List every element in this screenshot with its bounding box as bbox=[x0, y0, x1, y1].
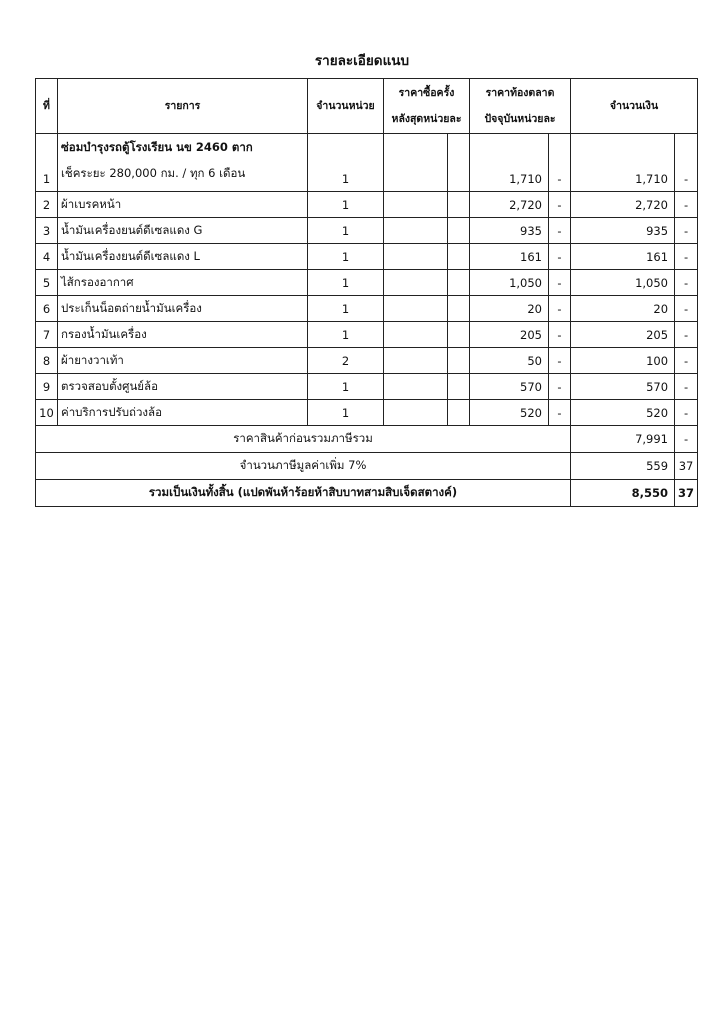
row-amount: 205 bbox=[571, 322, 675, 348]
total-row bbox=[36, 480, 698, 507]
row-amount-satang: - bbox=[675, 348, 698, 374]
row-amount-satang: - bbox=[675, 322, 698, 348]
row-unit-satang: - bbox=[549, 270, 571, 296]
row-last-price bbox=[384, 244, 448, 270]
row-item: ผ้ายางวาเท้า bbox=[58, 348, 308, 374]
row-item: ไส้กรองอากาศ bbox=[58, 270, 308, 296]
vat-satang: 37 bbox=[675, 453, 698, 480]
row-amount: 570 bbox=[571, 374, 675, 400]
subtotal-satang: - bbox=[675, 426, 698, 453]
subtotal-row bbox=[36, 426, 698, 453]
row-unit-price: 161 bbox=[470, 244, 549, 270]
header-market-price-line2: ปัจจุบันหน่วยละ bbox=[484, 113, 556, 125]
row-amount-satang: - bbox=[675, 218, 698, 244]
row-qty: 1 bbox=[308, 244, 384, 270]
row-no: 9 bbox=[36, 374, 58, 400]
table-row bbox=[36, 374, 698, 400]
row-last-price-satang bbox=[448, 322, 470, 348]
table-row bbox=[36, 296, 698, 322]
row-unit-satang: - bbox=[549, 348, 571, 374]
header-last-price-line1: ราคาซื้อครั้ง bbox=[398, 87, 455, 99]
row-unit-price: 570 bbox=[470, 374, 549, 400]
row-last-price-satang bbox=[448, 296, 470, 322]
row-qty: 1 bbox=[308, 374, 384, 400]
row-qty: 1 bbox=[308, 400, 384, 426]
row-last-price-satang bbox=[448, 400, 470, 426]
row-unit-satang: - bbox=[549, 374, 571, 400]
row-amount: 20 bbox=[571, 296, 675, 322]
table-row bbox=[36, 400, 698, 426]
row-last-price-satang bbox=[448, 218, 470, 244]
header-last-price-line2: หลังสุดหน่วยละ bbox=[391, 113, 462, 125]
row-unit-satang: - bbox=[549, 192, 571, 218]
row-item: น้ำมันเครื่องยนต์ดีเซลแดง G bbox=[58, 218, 308, 244]
row-last-price bbox=[384, 192, 448, 218]
row-unit-satang: - bbox=[549, 296, 571, 322]
row-amount-satang: - bbox=[675, 270, 698, 296]
row-amount: 520 bbox=[571, 400, 675, 426]
row-unit-price: 205 bbox=[470, 322, 549, 348]
row-unit-satang: - bbox=[549, 218, 571, 244]
row-last-price bbox=[384, 218, 448, 244]
row-last-price bbox=[384, 270, 448, 296]
section-title: ซ่อมบำรุงรถตู้โรงเรียน นข 2460 ตาก bbox=[61, 140, 253, 154]
row-amount: 161 bbox=[571, 244, 675, 270]
row-item: กรองน้ำมันเครื่อง bbox=[58, 322, 308, 348]
row-amount-satang: - bbox=[675, 374, 698, 400]
row-unit-satang: - bbox=[549, 134, 571, 192]
row-last-price bbox=[384, 400, 448, 426]
row-amount-satang: - bbox=[675, 296, 698, 322]
vat-row bbox=[36, 453, 698, 480]
table-row bbox=[36, 134, 698, 192]
total-label: รวมเป็นเงินทั้งสิ้น (แปดพันห้าร้อยห้าสิบบาทสามสิบเจ็ดสตางค์) bbox=[36, 480, 571, 507]
row-no: 3 bbox=[36, 218, 58, 244]
row-unit-price: 1,710 bbox=[470, 134, 549, 192]
row-amount-satang: - bbox=[675, 134, 698, 192]
row-item: ค่าบริการปรับถ่วงล้อ bbox=[58, 400, 308, 426]
row-no: 2 bbox=[36, 192, 58, 218]
vat-label: จำนวนภาษีมูลค่าเพิ่ม 7% bbox=[36, 453, 571, 480]
row-no: 7 bbox=[36, 322, 58, 348]
row-unit-satang: - bbox=[549, 244, 571, 270]
row-unit-price: 20 bbox=[470, 296, 549, 322]
row-amount: 2,720 bbox=[571, 192, 675, 218]
header-item: รายการ bbox=[58, 79, 308, 134]
row-item: น้ำมันเครื่องยนต์ดีเซลแดง L bbox=[58, 244, 308, 270]
header-last-price bbox=[384, 79, 470, 134]
header-no: ที่ bbox=[36, 79, 58, 134]
row-unit-satang: - bbox=[549, 400, 571, 426]
row-last-price bbox=[384, 348, 448, 374]
subtotal-amount: 7,991 bbox=[571, 426, 675, 453]
row-qty: 1 bbox=[308, 134, 384, 192]
row-unit-price: 520 bbox=[470, 400, 549, 426]
table-row bbox=[36, 322, 698, 348]
row-amount-satang: - bbox=[675, 244, 698, 270]
row-qty: 1 bbox=[308, 270, 384, 296]
row-no: 6 bbox=[36, 296, 58, 322]
total-amount: 8,550 bbox=[571, 480, 675, 507]
row-unit-price: 50 bbox=[470, 348, 549, 374]
row-item-cell bbox=[58, 134, 308, 192]
row-last-price-satang bbox=[448, 374, 470, 400]
row-amount: 100 bbox=[571, 348, 675, 374]
row-last-price bbox=[384, 322, 448, 348]
table-row bbox=[36, 270, 698, 296]
table-row bbox=[36, 244, 698, 270]
header-market-price bbox=[470, 79, 571, 134]
row-qty: 1 bbox=[308, 192, 384, 218]
row-no: 4 bbox=[36, 244, 58, 270]
row-last-price-satang bbox=[448, 348, 470, 374]
row-no: 8 bbox=[36, 348, 58, 374]
total-satang: 37 bbox=[675, 480, 698, 507]
row-amount: 935 bbox=[571, 218, 675, 244]
row-item: เช็คระยะ 280,000 กม. / ทุก 6 เดือน bbox=[61, 166, 246, 180]
cost-detail-table bbox=[35, 78, 698, 507]
row-no: 10 bbox=[36, 400, 58, 426]
row-item: ตรวจสอบตั้งศูนย์ล้อ bbox=[58, 374, 308, 400]
row-unit-price: 935 bbox=[470, 218, 549, 244]
row-last-price bbox=[384, 374, 448, 400]
row-last-price-satang bbox=[448, 134, 470, 192]
row-amount-satang: - bbox=[675, 192, 698, 218]
vat-amount: 559 bbox=[571, 453, 675, 480]
header-market-price-line1: ราคาท้องตลาด bbox=[485, 87, 555, 99]
row-qty: 2 bbox=[308, 348, 384, 374]
row-last-price bbox=[384, 296, 448, 322]
row-item: ผ้าเบรคหน้า bbox=[58, 192, 308, 218]
row-qty: 1 bbox=[308, 218, 384, 244]
row-qty: 1 bbox=[308, 322, 384, 348]
header-qty: จำนวนหน่วย bbox=[308, 79, 384, 134]
row-amount: 1,710 bbox=[571, 134, 675, 192]
row-last-price-satang bbox=[448, 192, 470, 218]
subtotal-label: ราคาสินค้าก่อนรวมภาษีรวม bbox=[36, 426, 571, 453]
row-qty: 1 bbox=[308, 296, 384, 322]
row-unit-satang: - bbox=[549, 322, 571, 348]
table-row bbox=[36, 218, 698, 244]
row-last-price-satang bbox=[448, 270, 470, 296]
row-unit-price: 1,050 bbox=[470, 270, 549, 296]
row-last-price bbox=[384, 134, 448, 192]
row-item: ประเก็นน็อตถ่ายน้ำมันเครื่อง bbox=[58, 296, 308, 322]
document-title: รายละเอียดแนบ bbox=[314, 53, 410, 69]
row-no: 1 bbox=[36, 134, 58, 192]
row-last-price-satang bbox=[448, 244, 470, 270]
table-row bbox=[36, 192, 698, 218]
header-amount: จำนวนเงิน bbox=[571, 79, 698, 134]
row-amount-satang: - bbox=[675, 400, 698, 426]
row-amount: 1,050 bbox=[571, 270, 675, 296]
table-header-row bbox=[36, 79, 698, 134]
row-unit-price: 2,720 bbox=[470, 192, 549, 218]
row-no: 5 bbox=[36, 270, 58, 296]
table-row bbox=[36, 348, 698, 374]
